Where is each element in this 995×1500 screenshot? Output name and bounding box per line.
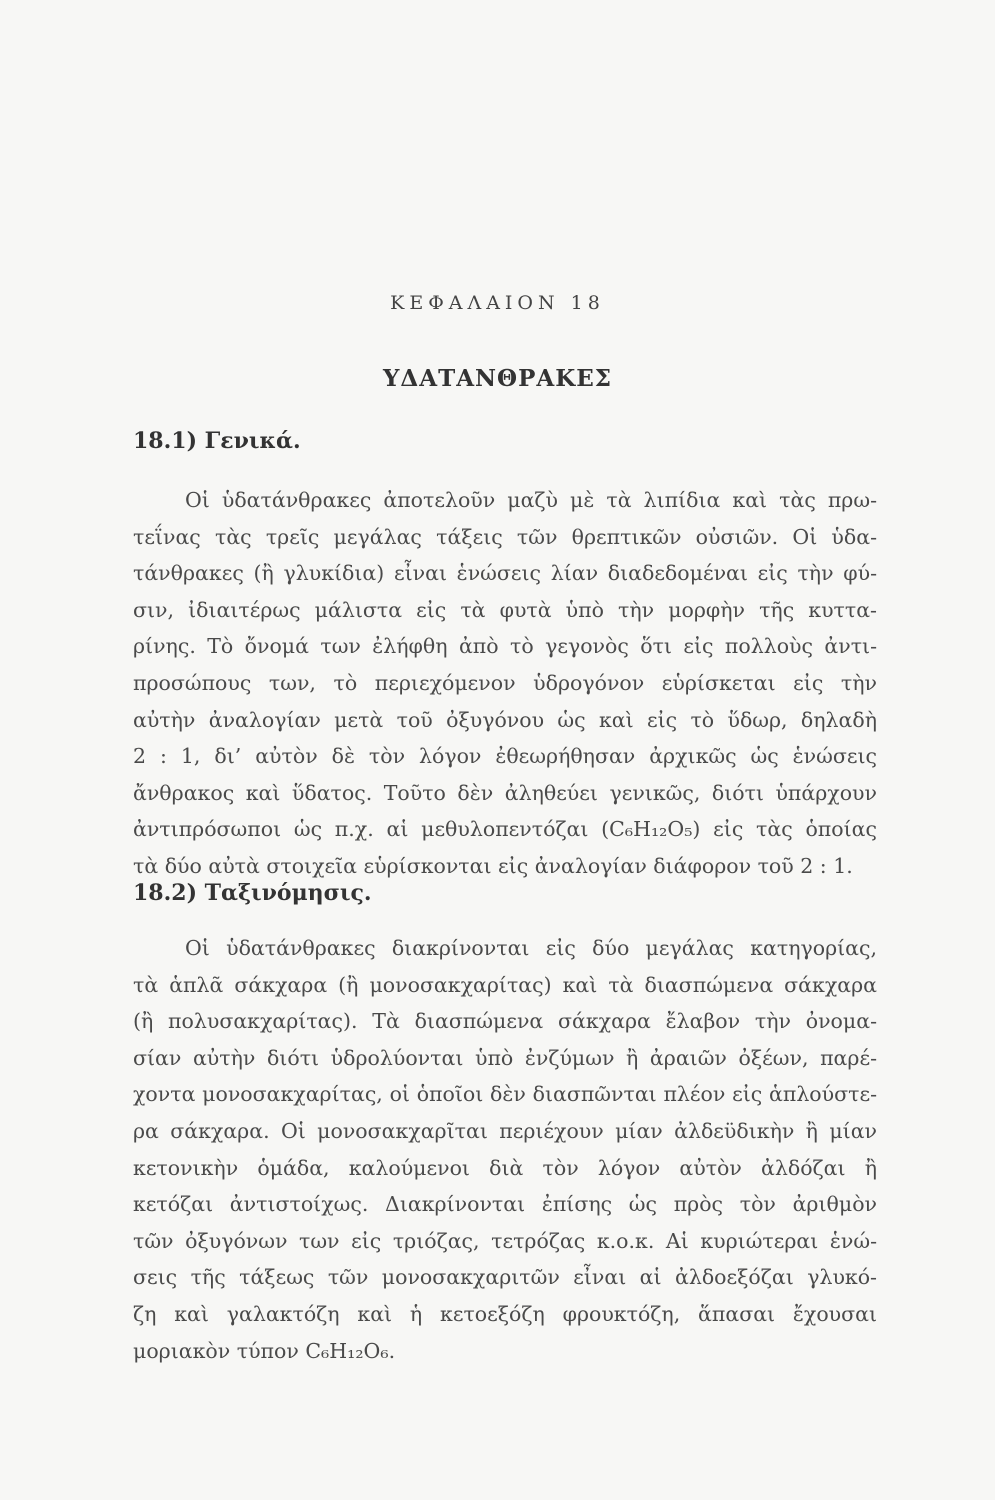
text-line: κετόζαι ἀντιστοίχως. Διακρίνονται ἐπίσης ὡς πρὸς τὸν ἀριθμὸν [133,1192,877,1217]
text-line: ρα σάκχαρα. Οἱ μονοσακχαρῖται περιέχουν μίαν ἀλδεϋδικὴν ἢ μίαν [133,1118,877,1143]
section-heading-classification: 18.2) Ταξινόμησις. [133,880,372,906]
text-line: σίαν αὐτὴν διότι ὑδρολύονται ὑπὸ ἐνζύμων ἢ ἀραιῶν ὀξέων, παρέ- [133,1045,877,1070]
section-heading-general: 18.1) Γενικά. [133,428,301,454]
text-line: χοντα μονοσακχαρίτας, οἱ ὁποῖοι δὲν διασπῶνται πλέον εἰς ἁπλούστε- [133,1082,877,1107]
text-line: τὰ δύο αὐτὰ στοιχεῖα εὑρίσκονται εἰς ἀναλογίαν διάφορον τοῦ 2 : 1. [133,853,853,878]
section-body-classification [133,930,877,1369]
text-line: (ἢ πολυσακχαρίτας). Τὰ διασπώμενα σάκχαρα ἔλαβον τὴν ὀνομα- [133,1009,877,1034]
text-line: κετονικὴν ὁμάδα, καλούμενοι διὰ τὸν λόγον αὐτὸν ἀλδόζαι ἢ [133,1155,877,1180]
text-line: 2 : 1, δι’ αὐτὸν δὲ τὸν λόγον ἐθεωρήθησαν ἀρχικῶς ὡς ἑνώσεις [133,744,877,769]
text-line: ρίνης. Τὸ ὄνομά των ἐλήφθη ἀπὸ τὸ γεγονὸς ὅτι εἰς πολλοὺς ἀντι- [133,634,877,659]
text-line: Οἱ ὑδατάνθρακες ἀποτελοῦν μαζὺ μὲ τὰ λιπίδια καὶ τὰς πρω- [185,488,877,512]
text-line: προσώπους των, τὸ περιεχόμενον ὑδρογόνον εὑρίσκεται εἰς τὴν [133,670,877,695]
text-line: αὐτὴν ἀναλογίαν μετὰ τοῦ ὀξυγόνου ὡς καὶ εἰς τὸ ὕδωρ, δηλαδὴ [133,707,877,732]
text-line: σιν, ἰδιαιτέρως μάλιστα εἰς τὰ φυτὰ ὑπὸ τὴν μορφὴν τῆς κυττα- [133,597,877,622]
chapter-title: ΥΔΑΤΑΝΘΡΑΚΕΣ [382,365,613,392]
text-line: τῶν ὀξυγόνων των εἰς τριόζας, τετρόζας κ.ο.κ. Αἱ κυριώτεραι ἑνώ- [133,1228,877,1253]
text-line: σεις τῆς τάξεως τῶν μονοσακχαριτῶν εἶναι αἱ ἀλδοεξόζαι γλυκό- [133,1265,877,1290]
text-line: τεΐνας τὰς τρεῖς μεγάλας τάξεις τῶν θρεπτικῶν οὐσιῶν. Οἱ ὑδα- [133,524,877,549]
text-line: ζη καὶ γαλακτόζη καὶ ἡ κετοεξόζη φρουκτόζη, ἅπασαι ἔχουσαι [133,1301,877,1326]
chapter-label: ΚΕΦΑΛΑΙΟΝ 18 [390,292,605,314]
text-line: τάνθρακες (ἢ γλυκίδια) εἶναι ἑνώσεις λίαν διαδεδομέναι εἰς τὴν φύ- [133,561,877,586]
text-line: Οἱ ὑδατάνθρακες διακρίνονται εἰς δύο μεγάλας κατηγορίας, [185,936,877,960]
section-body-general [133,482,877,885]
text-line: μοριακὸν τύπον C₆H₁₂O₆. [133,1338,396,1363]
text-line: ἀντιπρόσωποι ὡς π.χ. αἱ μεθυλοπεντόζαι (C₆H₁₂O₅) εἰς τὰς ὁποίας [133,817,877,842]
text-line: ἄνθρακος καὶ ὕδατος. Τοῦτο δὲν ἀληθεύει γενικῶς, διότι ὑπάρχουν [133,780,877,805]
text-line: τὰ ἁπλᾶ σάκχαρα (ἢ μονοσακχαρίτας) καὶ τὰ διασπώμενα σάκχαρα [133,972,877,997]
